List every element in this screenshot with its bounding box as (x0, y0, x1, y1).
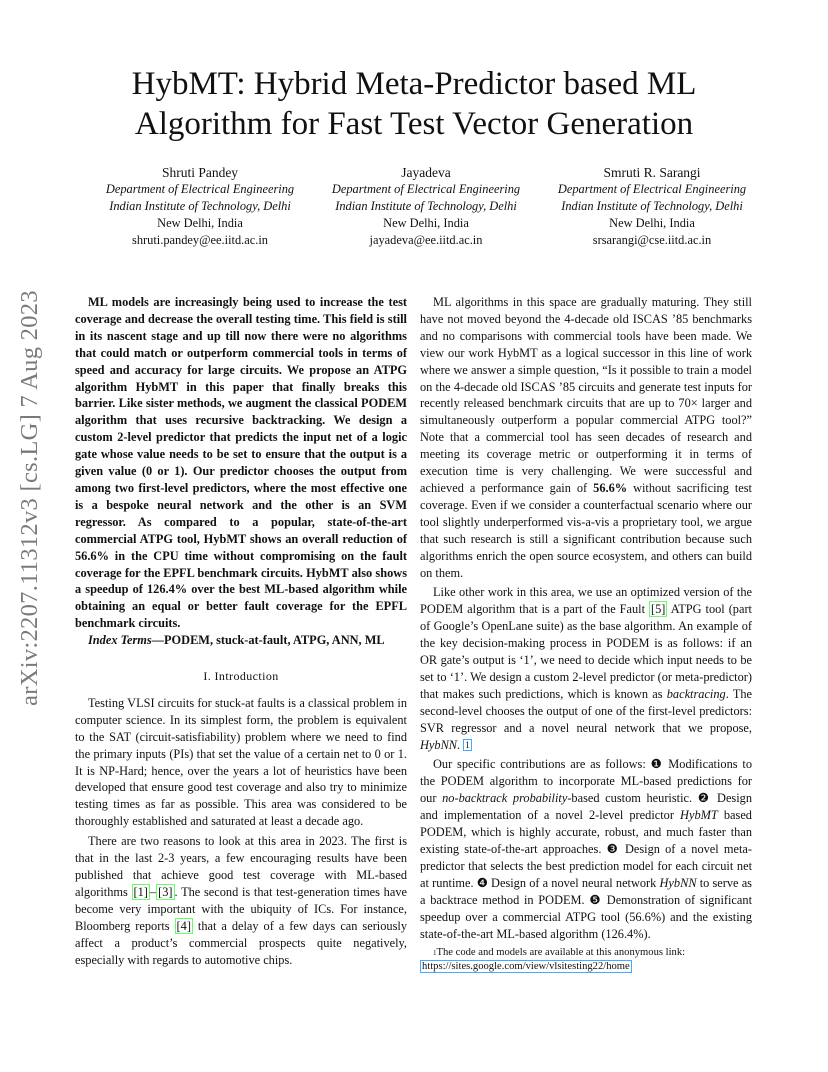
citation-link-1[interactable]: [1] (133, 884, 148, 899)
right-paragraph-2 (420, 584, 752, 753)
paper-title (60, 64, 768, 144)
right-p2-text-d: . (457, 737, 464, 752)
author-block-1 (70, 164, 330, 249)
intro-p2-text-a: There are two reasons to look at this area in 2023. The first is that in the last 2-3 years, a few encouraging results have been published that achieve good test coverage with ML-based algorithms (75, 834, 407, 899)
performance-gain-value: 56.6% (593, 480, 628, 495)
intro-p2-text-b: . The second is that test-generation times have become very important with the ubiquity of ICs. For instance, Bloomberg reports (75, 884, 407, 933)
footnote-url-link[interactable]: https://sites.google.com/view/vlsitesting22/home (422, 961, 630, 972)
citation-link-3[interactable]: [3] (158, 884, 173, 899)
citation-range-dash: – (149, 884, 157, 899)
title-line-2: Algorithm for Fast Test Vector Generation (134, 106, 694, 142)
intro-paragraph-1: Testing VLSI circuits for stuck-at faults is a classical problem in computer science. In its simplest form, the problem is equivalent to the SAT (circuit-satisfiability) problem where we need to find the primary inputs (PIs) that set the value of a certain net to 0 or 1. It is NP-Hard; hence, over the years a lot of heuristics have been developed that ensure good test coverage and also try to minimize testing times as far as possible. This area was considered to be thoroughly established and saturated at least a decade ago. (75, 695, 407, 829)
index-terms-label: Index Terms (88, 633, 152, 648)
arxiv-sidebar-id (8, 288, 52, 708)
author-city: New Delhi, India (609, 216, 695, 230)
author-inst: Indian Institute of Technology, Delhi (109, 199, 291, 213)
right-paragraph-1 (420, 294, 752, 581)
author-dept: Department of Electrical Engineering (331, 182, 521, 196)
footnote-text: The code and models are available at this anonymous link: (436, 947, 686, 958)
no-backtrack-term: no-backtrack probability (442, 791, 568, 806)
right-p3-text-d: to serve as a backtrace method in PODEM. ❺ Demonstration of significant speedup over a commercial ATPG tool (56.6%) and the existing state-of-the-art ML-based algorithm (126.4%). (420, 875, 752, 941)
right-p2-text-b: ATPG tool (part of Google’s OpenLane suite) as the base algorithm. An example of the key decision-making process in PODEM is as follows: if an OR gate’s output is ‘1’, we need to decide which input needs to be set to ‘1’. We design a custom 2-level predictor (or meta-predictor) that makes such predictions, which is known as (420, 602, 752, 701)
intro-p2-text-c: that a delay of a few days can seriously affect a product’s commercial prospects quite negatively, especially with regards to automotive chips. (75, 918, 407, 967)
index-terms (75, 632, 407, 649)
hybnn-term-2: HybNN (659, 875, 697, 890)
right-p3-text-c: based PODEM, which is highly accurate, robust, and much faster than existing state-of-the-art approaches. ❸ Design of a novel meta-predictor that selects the best prediction model for each circuit net at runtime. ❹ Design of a novel neural network (420, 808, 752, 890)
hybmt-term: HybMT (680, 808, 718, 823)
left-column (75, 294, 407, 968)
right-p1-text-a: ML algorithms in this space are gradually maturing. They still have not moved beyond the 4-decade old ISCAS ’85 benchmarks and no comparisons with commercial tools have been made. We view our work HybMT as a logical successor in this line of work where we answer a simple question, “Is it possible to train a model on the 4-decade old ISCAS ’85 circuits and generate test inputs for recently released benchmark circuits that are up to 70× larger and simultaneously outperform a popular commercial ATPG tool?” Note that a commercial tool has seen decades of research and meeting its coverage metric or outperforming it in terms of execution time is very challenging. We were successful and achieved a performance gain of (420, 295, 752, 495)
author-inst: Indian Institute of Technology, Delhi (561, 199, 743, 213)
footnote-number: 1 (433, 949, 437, 957)
index-terms-list: —PODEM, stuck-at-fault, ATPG, ANN, ML (151, 633, 385, 648)
citation-link-5[interactable]: [5] (651, 602, 666, 617)
section-heading-introduction: I. Introduction (203, 669, 279, 684)
arxiv-id-text: arXiv:2207.11312v3 [cs.LG] 7 Aug 2023 (16, 290, 43, 706)
backtracing-term: backtracing (666, 686, 726, 701)
author-dept: Department of Electrical Engineering (557, 182, 747, 196)
author-name: Shruti Pandey (161, 165, 239, 180)
citation-link-4[interactable]: [4] (176, 918, 191, 933)
intro-paragraph-2 (75, 833, 407, 968)
author-block-2 (296, 164, 556, 249)
abstract: ML models are increasingly being used to increase the test coverage and decrease the overall testing time. This field is still in its nascent stage and up till now there were no algorithms that could match or outperform commercial tools in terms of speed and accuracy for large circuits. We propose an ATPG algorithm HybMT in this paper that finally breaks this barrier. Like sister methods, we augment the classical PODEM algorithm that uses recursive backtracking. We design a custom 2-level predictor that predicts the input net of a logic gate whose value needs to be set to ensure that the output is a given value (0 or 1). Our predictor chooses the output from among two first-level predictors, where the most effective one is a bespoke neural network and the other is an SVM regressor. As compared to a popular, state-of-the-art commercial ATPG tool, HybMT shows an overall reduction of 56.6% in the CPU time without compromising on the fault coverage for the EPFL benchmark circuits. HybMT also shows a speedup of 126.4% over the best ML-based algorithm while obtaining an equal or better fault coverage for the EPFL benchmark circuits. (75, 295, 407, 631)
author-name: Smruti R. Sarangi (603, 165, 701, 180)
author-block-3 (522, 164, 782, 249)
author-dept: Department of Electrical Engineering (105, 182, 295, 196)
right-p2-text-c: . The second-level chooses the output of one of the first-level predictors: SVR regressor and a novel neural network that we propose, (420, 686, 753, 735)
right-p2-text-a: Like other work in this area, we use an optimized version of the PODEM algorithm that is a part of the Fault (420, 585, 752, 617)
right-p3-text-b: -based custom heuristic. ❷ Design and implementation of a novel 2-level predictor (420, 791, 753, 823)
author-name: Jayadeva (401, 165, 451, 180)
author-inst: Indian Institute of Technology, Delhi (335, 199, 517, 213)
title-line-1: HybMT: Hybrid Meta-Predictor based ML (131, 66, 697, 102)
right-column (420, 294, 752, 942)
right-p3-text-a: Our specific contributions are as follows: ❶ Modifications to the PODEM algorithm to incorporate ML-based predictions for our (420, 757, 752, 806)
right-p1-text-b: without sacrificing test coverage. Even if we consider a counterfactual scenario where our tool slightly underperformed vis-a-vis a proprietary tool, we argue that such research is still a significant contribution because such algorithms enrich the open source ecosystem, and others can build on them. (420, 480, 752, 580)
right-paragraph-3 (420, 756, 752, 942)
hybnn-term: HybNN (420, 737, 458, 752)
footnote (420, 946, 765, 974)
author-email[interactable]: shruti.pandey@ee.iitd.ac.in (132, 233, 268, 247)
author-city: New Delhi, India (157, 216, 243, 230)
author-city: New Delhi, India (383, 216, 469, 230)
author-email[interactable]: srsarangi@cse.iitd.ac.in (592, 233, 712, 247)
footnote-ref-link[interactable]: 1 (465, 739, 470, 750)
author-email[interactable]: jayadeva@ee.iitd.ac.in (369, 233, 483, 247)
